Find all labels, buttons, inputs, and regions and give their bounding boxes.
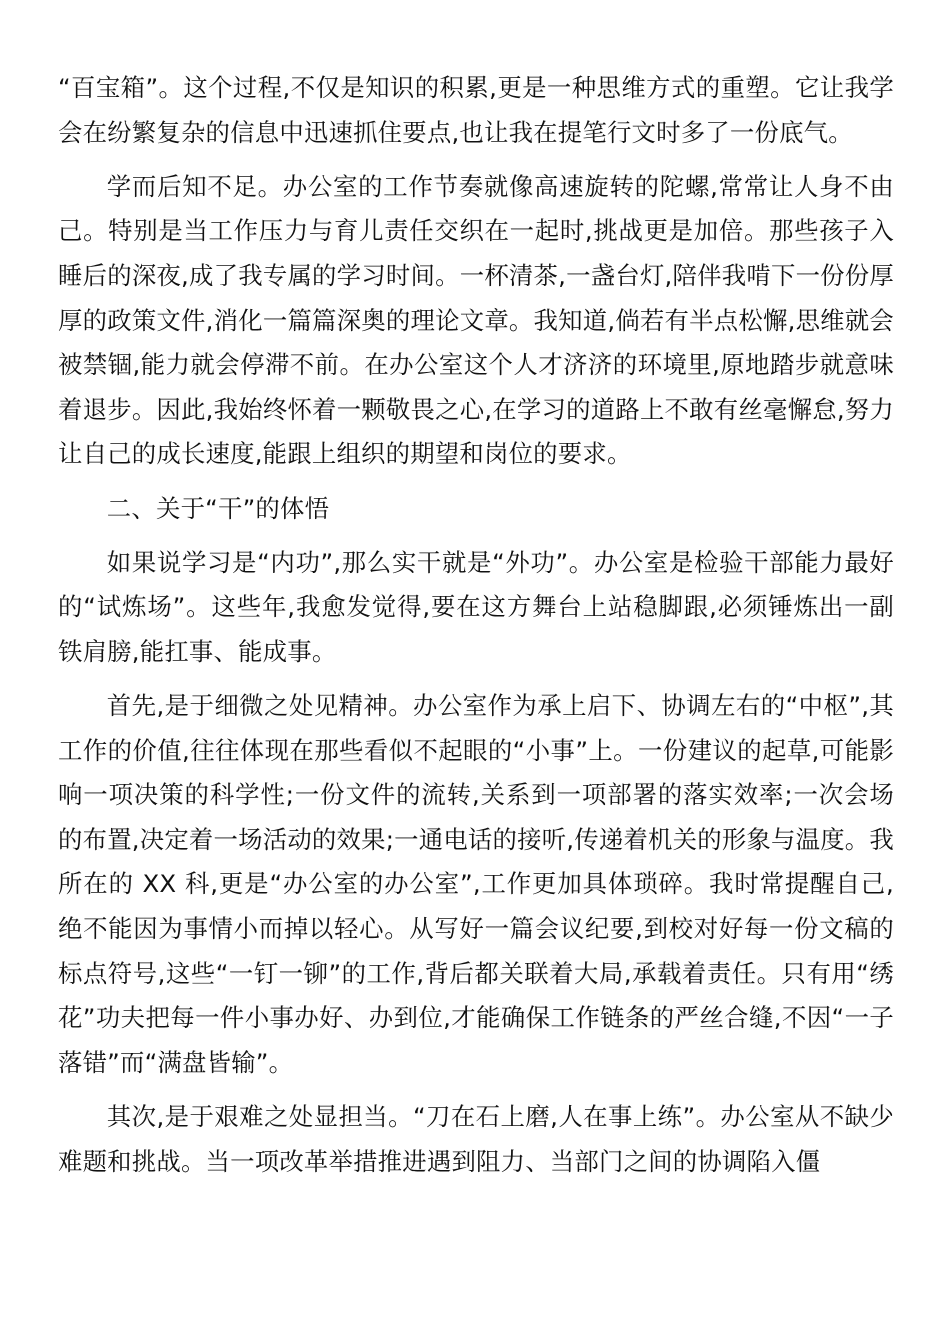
- paragraph-practice-intro: 如果说学习是“内功”,那么实干就是“外功”。办公室是检验干部能力最好的“试炼场”。这些年,我愈发觉得,要在这方舞台上站稳脚跟,必须锤炼出一副铁肩膀,能扛事、能成事。: [58, 547, 894, 666]
- paragraph-learning-insufficiency: 学而后知不足。办公室的工作节奏就像高速旋转的陀螺,常常让人身不由己。特别是当工作压力与育儿责任交织在一起时,挑战更是加倍。那些孩子入睡后的深夜,成了我专属的学习时间。一杯清茶,一盏台灯,陪伴我啃下一份份厚厚的政策文件,消化一篇篇深奥的理论文章。我知道,倘若有半点松懈,思维就会被禁锢,能力就会停滞不前。在办公室这个人才济济的环境里,原地踏步就意味着退步。因此,我始终怀着一颗敬畏之心,在学习的道路上不敢有丝毫懈怠,努力让自己的成长速度,能跟上组织的期望和岗位的要求。: [58, 171, 894, 469]
- paragraph-continuation: “百宝箱”。这个过程,不仅是知识的积累,更是一种思维方式的重塑。它让我学会在纷繁复杂的信息中迅速抓住要点,也让我在提笔行文时多了一份底气。: [58, 73, 894, 147]
- section-heading: 二、关于“干”的体悟: [106, 493, 330, 523]
- paragraph-details: 首先,是于细微之处见精神。办公室作为承上启下、协调左右的“中枢”,其工作的价值,往往体现在那些看似不起眼的“小事”上。一份建议的起草,可能影响一项决策的科学性;一份文件的流转,关系到一项部署的落实效率;一次会场的布置,决定着一场活动的效果;一通电话的接听,传递着机关的形象与温度。我所在的 XX 科,更是“办公室的办公室”,工作更加具体琐碎。我时常提醒自己,绝不能因为事情小而掉以轻心。从写好一篇会议纪要,到校对好每一份文稿的标点符号,这些“一钉一铆”的工作,背后都关联着大局,承载着责任。只有用“绣花”功夫把每一件小事办好、办到位,才能确保工作链条的严丝合缝,不因“一子落错”而“满盘皆输”。: [58, 691, 894, 1077]
- document-page: [58, 66, 894, 1194]
- paragraph-difficulties: 其次,是于艰难之处显担当。“刀在石上磨,人在事上练”。办公室从不缺少难题和挑战。当一项改革举措推进遇到阻力、当部门之间的协调陷入僵: [58, 1102, 894, 1176]
